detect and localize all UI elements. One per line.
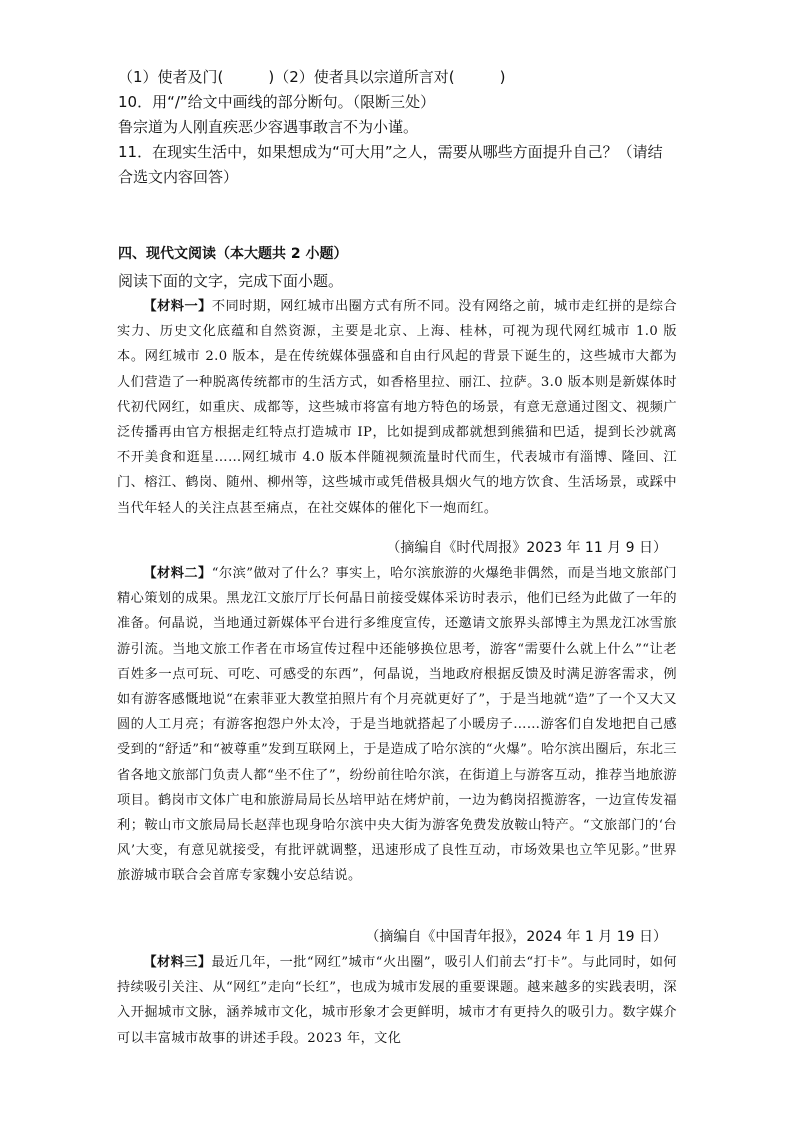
question-10-sentence: 鲁宗道为人刚直疾恶少容遇事敢言不为小谨。 [118,118,419,136]
question-11-line2: 合选文内容回答） [118,168,239,186]
material-3-text: 最近几年，一批“网红”城市“火出圈”，吸引人们前去“打卡”。与此同时，如何持续吸引关注、从“网红”走向“长红”，也成为城市发展的重要课题。越来越多的实践表明，深入开掘城市文脉，涵养城市文化，城市形象才会更鲜明，城市才有更持久的吸引力。数字媒介可以丰富城市故事的讲述手段。2023 年，文化 [117,955,678,1046]
section-instruction: 阅读下面的文字，完成下面小题。 [118,272,344,290]
section-heading: 四、现代文阅读（本大题共 2 小题） [118,246,348,262]
material-2-source: （摘编自《中国青年报》，2024 年 1 月 19 日） [365,929,667,945]
material-2-tag: 【材料二】 [143,566,212,581]
question-9-line: （1）使者及门( )（2）使者具以宗道所言对( ) [118,68,506,86]
material-3-tag: 【材料三】 [143,955,212,970]
question-11-line1: 11．在现实生活中，如果想成为“可大用”之人，需要从哪些方面提升自己？（请结 [118,143,663,161]
material-1-source: （摘编自《时代周报》2023 年 11 月 9 日） [386,540,667,556]
material-2-text: “尔滨”做对了什么？事实上，哈尔滨旅游的火爆绝非偶然，而是当地文旅部门精心策划的成果。黑龙江文旅厅厅长何晶日前接受媒体采访时表示，他们已经为此做了一年的准备。何晶说，当地通过新媒体平台进行多维度宣传，还邀请文旅界头部博主为黑龙江冰雪旅游引流。当地文旅工作者在市场宣传过程中还能够换位思考，游客“需要什么就上什么”“让老百姓多一点可玩、可吃、可感受的东西”，何晶说，当地政府根据反馈及时满足游客需求，例如有游客感慨地说“在索菲亚大教堂拍照片有个月亮就更好了”，于是当地就“造”了一个又大又圆的人工月亮；有游客抱怨户外太冷，于是当地就搭起了小暖房子……游客们自发地把自己感受到的“舒适”和“被尊重”发到互联网上，于是造成了哈尔滨的“火爆”。哈尔滨出圈后，东北三省各地文旅部门负责人都“坐不住了”，纷纷前往哈尔滨，在街道上与游客互动，推荐当地旅游项目。鹤岗市文体广电和旅游局局长丛培甲站在烤炉前，一边为鹤岗招揽游客，一边宣传发福利；鞍山市文旅局局长赵萍也现身哈尔滨中央大街为游客免费发放鞍山特产。“文旅部门的‘台风’大变，有意见就接受，有批评就调整，迅速形成了良性互动，市场效果也立竿见影。”世界旅游城市联合会首席专家魏小安总结说。 [117,566,678,884]
material-1-text: 不同时期，网红城市出圈方式有所不同。没有网络之前，城市走红拼的是综合实力、历史文化底蕴和自然资源，主要是北京、上海、桂林，可视为现代网红城市 1.0 版本。网红城市 2.0 版本，是在传统媒体强盛和自由行风起的背景下诞生的，这些城市大都为人们营造了一种脱离传统都市的生活方式，如香格里拉、丽江、拉萨。3.0 版本则是新媒体时代初代网红，如重庆、成都等，这些城市将富有地方特色的场景，有意无意通过图文、视频广泛传播再由官方根据走红特点打造城市 IP，比如提到成都就想到熊猫和巴适，提到长沙就离不开美食和逛星……网红城市 4.0 版本伴随视频流量时代而生，代表城市有淄博、隆回、江门、榕江、鹤岗、随州、柳州等，这些城市或凭借极具烟火气的地方饮食、生活场景，或踩中当代年轻人的关注点甚至痛点，在社交媒体的催化下一炮而红。 [117,299,678,516]
material-1-tag: 【材料一】 [143,299,212,314]
material-2 [117,561,677,889]
material-3 [117,950,677,1051]
question-10: 10．用“/”给文中画线的部分断句。（限断三处） [118,93,436,111]
material-1 [117,294,677,521]
